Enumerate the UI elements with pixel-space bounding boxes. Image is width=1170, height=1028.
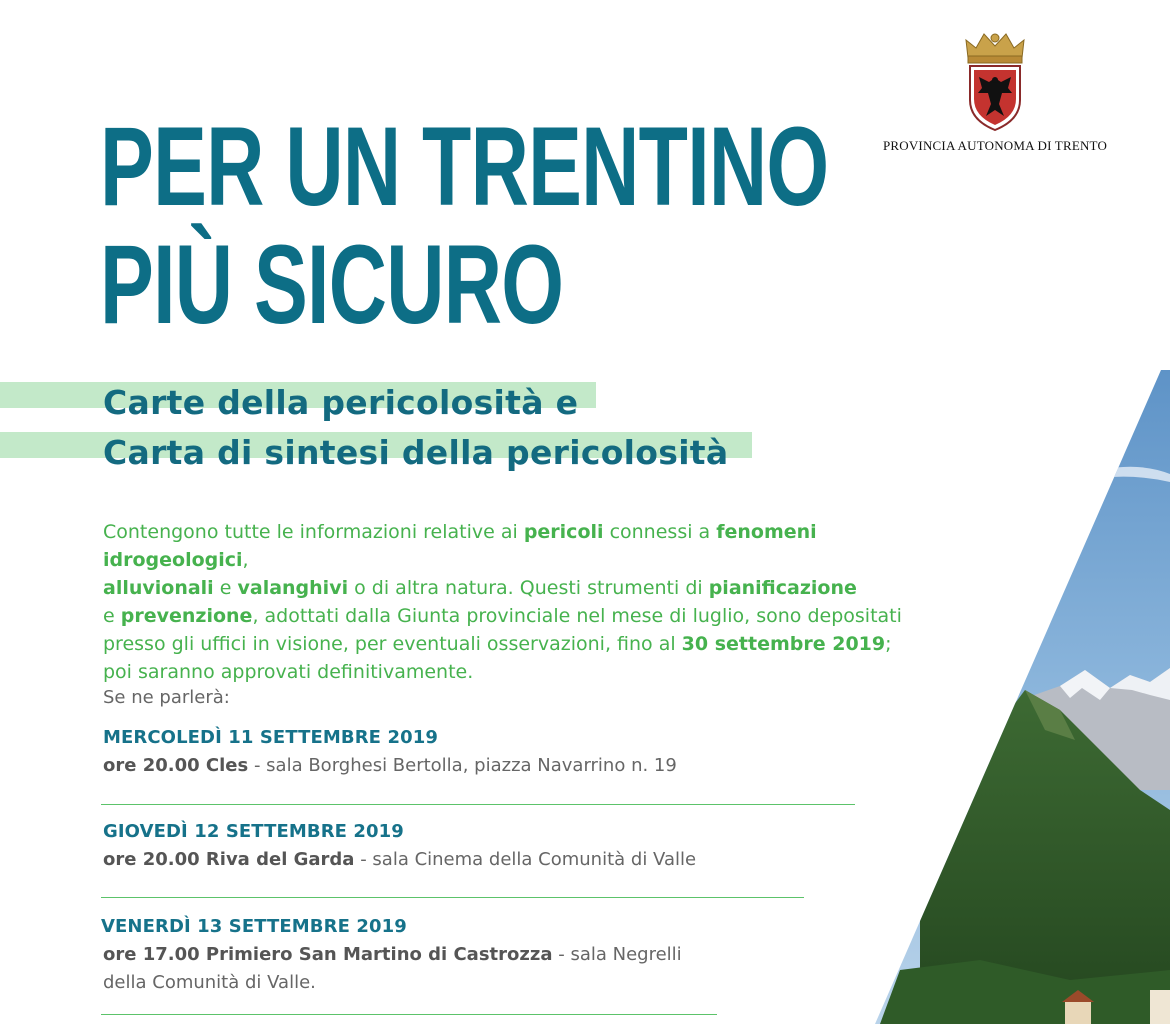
subtitle-line-2: Carta di sintesi della pericolosità	[103, 433, 729, 472]
text: presso gli uffici in visione, per eventuali osservazioni, fino al	[103, 633, 682, 655]
text: Contengono tutte le informazioni relative ai	[103, 521, 524, 543]
bold-text: valanghivi	[237, 577, 349, 599]
logo-text: PROVINCIA AUTONOMA DI TRENTO	[882, 138, 1108, 153]
bold-text: fenomeni idrogeologici	[103, 521, 817, 571]
event-item	[103, 821, 723, 874]
provincia-logo	[880, 30, 1110, 160]
event-item	[101, 916, 703, 997]
event-date: GIOVEDÌ 12 SETTEMBRE 2019	[103, 821, 404, 842]
subtitle-line-1: Carte della pericolosità e	[103, 383, 579, 422]
text: poi saranno approvati definitivamente.	[103, 661, 474, 683]
title-line-1: PER UN TRENTINO	[100, 104, 829, 229]
bold-text: pianificazione	[708, 577, 857, 599]
divider	[101, 897, 804, 898]
event-date: MERCOLEDÌ 11 SETTEMBRE 2019	[103, 727, 438, 748]
divider	[101, 1014, 717, 1015]
bold-text: alluvionali	[103, 577, 214, 599]
page-title	[100, 104, 829, 347]
text: o di altra natura. Questi strumenti di	[348, 577, 709, 599]
event-time-place: ore 20.00 Cles	[103, 755, 249, 776]
event-venue: - sala Negrelli della Comunità di Valle.	[103, 944, 682, 993]
bold-text: 30 settembre 2019	[681, 633, 886, 655]
text: , adottati dalla Giunta provinciale nel mese di luglio, sono depositati	[252, 605, 902, 627]
text: connessi a	[603, 521, 717, 543]
event-time-place: ore 17.00 Primiero San Martino di Castrozza	[103, 944, 553, 965]
events-label: Se ne parlerà:	[103, 687, 230, 708]
event-item	[103, 727, 723, 780]
event-detail	[103, 752, 723, 780]
event-detail	[103, 941, 703, 997]
mountain-photo	[860, 370, 1170, 1024]
text: ;	[885, 633, 892, 655]
bold-text: pericoli	[523, 521, 604, 543]
event-detail	[103, 846, 723, 874]
title-line-2: PIÙ SICURO	[100, 222, 564, 347]
text: ,	[242, 549, 249, 571]
coat-of-arms-icon	[962, 30, 1028, 132]
event-time-place: ore 20.00 Riva del Garda	[103, 849, 355, 870]
text: e	[103, 605, 121, 627]
event-venue: - sala Borghesi Bertolla, piazza Navarrino n. 19	[248, 755, 677, 776]
event-venue: - sala Cinema della Comunità di Valle	[354, 849, 697, 870]
divider	[101, 804, 855, 805]
description-paragraph	[103, 518, 953, 686]
bold-text: prevenzione	[120, 605, 253, 627]
text: e	[213, 577, 238, 599]
event-date: VENERDÌ 13 SETTEMBRE 2019	[101, 916, 407, 937]
